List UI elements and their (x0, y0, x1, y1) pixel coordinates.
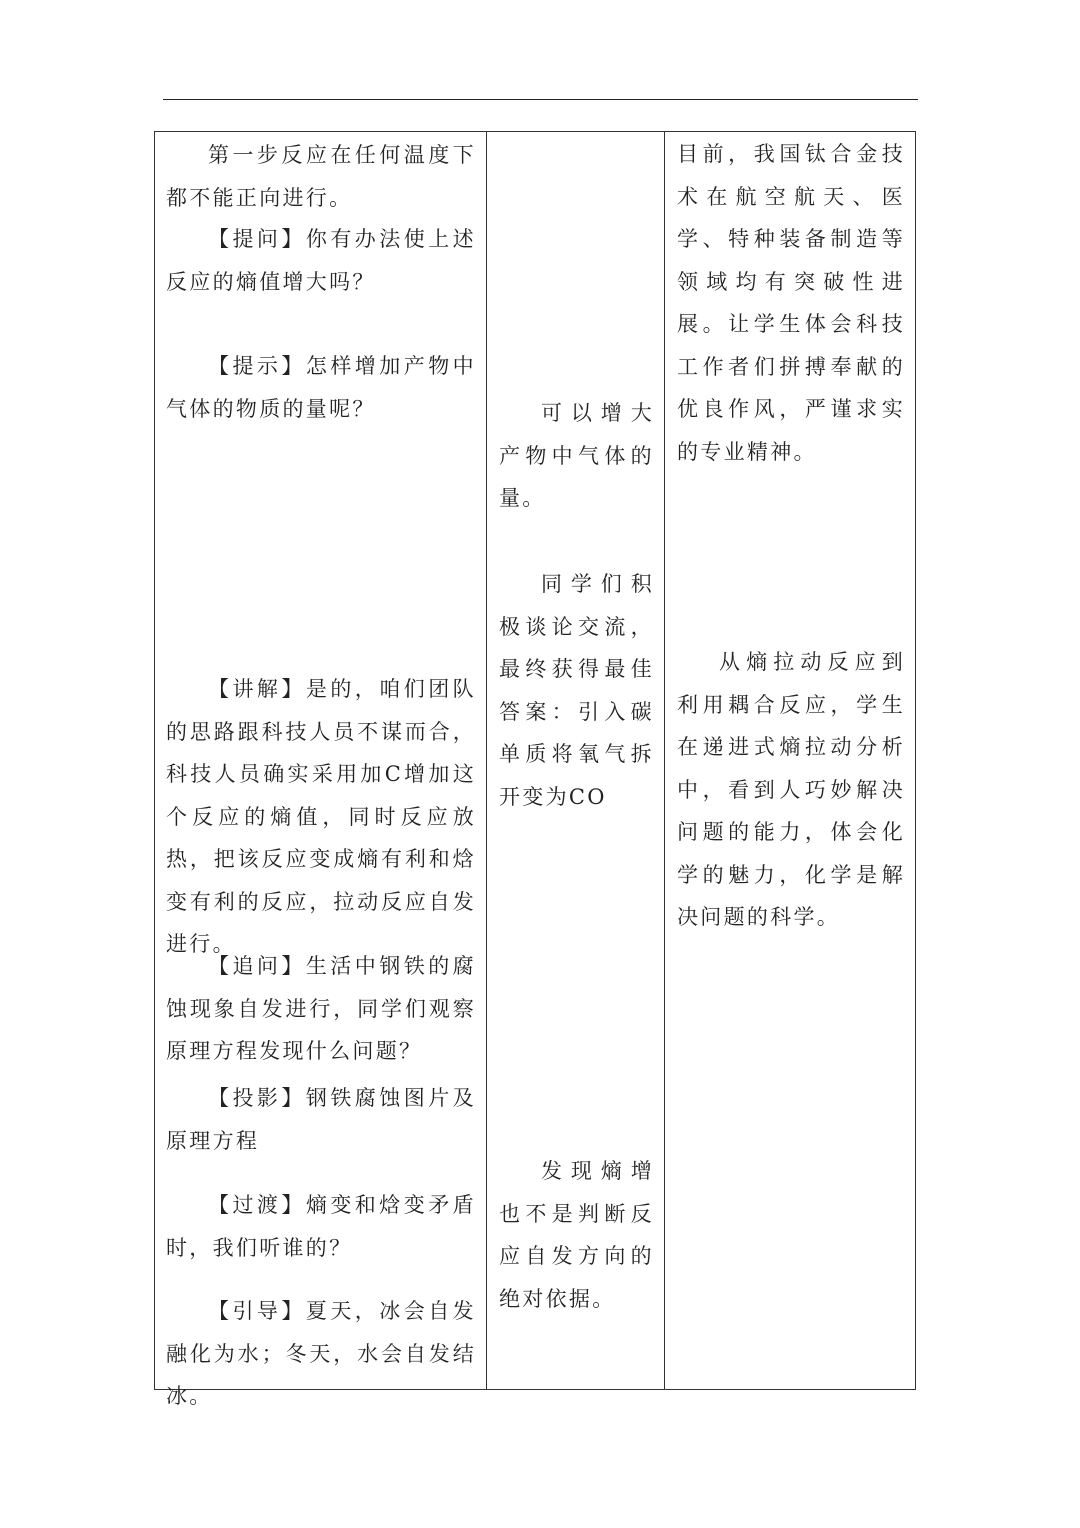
student-paragraph-2: 同学们积极谈论交流，最终获得最佳答案：引入碳单质将氧气拆开变为CO (499, 572, 654, 809)
teacher-paragraph-guidance: 【引导】夏天，冰会自发融化为水；冬天，水会自发结冰。 (166, 1299, 476, 1408)
student-paragraph-1: 可以增大产物中气体的量。 (499, 401, 654, 510)
design-paragraph-2: 从熵拉动反应到利用耦合反应，学生在递进式熵拉动分析中，看到人巧妙解决问题的能力，体会化学的魅力，化学是解决问题的科学。 (677, 650, 905, 929)
teacher-paragraph-followup: 【追问】生活中钢铁的腐蚀现象自发进行，同学们观察原理方程发现什么问题？ (166, 954, 476, 1063)
teacher-paragraph-question: 【提问】你有办法使上述反应的熵值增大吗？ (166, 227, 476, 294)
student-paragraph-3: 发现熵增也不是判断反应自发方向的绝对依据。 (499, 1159, 654, 1311)
teacher-paragraph-explanation: 【讲解】是的，咱们团队的思路跟科技人员不谋而合，科技人员确实采用加C增加这个反应的熵值，同时反应放热，把该反应变成熵有利和焓变有利的反应，拉动反应自发进行。 (166, 677, 476, 956)
teacher-paragraph-1: 第一步反应在任何温度下都不能正向进行。 (166, 143, 476, 210)
column-divider-1 (486, 132, 487, 1389)
column-divider-2 (664, 132, 665, 1389)
teacher-paragraph-transition: 【过渡】熵变和焓变矛盾时，我们听谁的？ (166, 1193, 476, 1260)
teacher-paragraph-hint: 【提示】怎样增加产物中气体的物质的量呢？ (166, 354, 476, 421)
teacher-paragraph-projection: 【投影】钢铁腐蚀图片及原理方程 (166, 1086, 476, 1153)
header-rule (163, 99, 918, 100)
design-paragraph-1: 目前，我国钛合金技术在航空航天、医学、特种装备制造等领域均有突破性进展。让学生体会科技工作者们拼搏奉献的优良作风，严谨求实的专业精神。 (677, 142, 905, 464)
